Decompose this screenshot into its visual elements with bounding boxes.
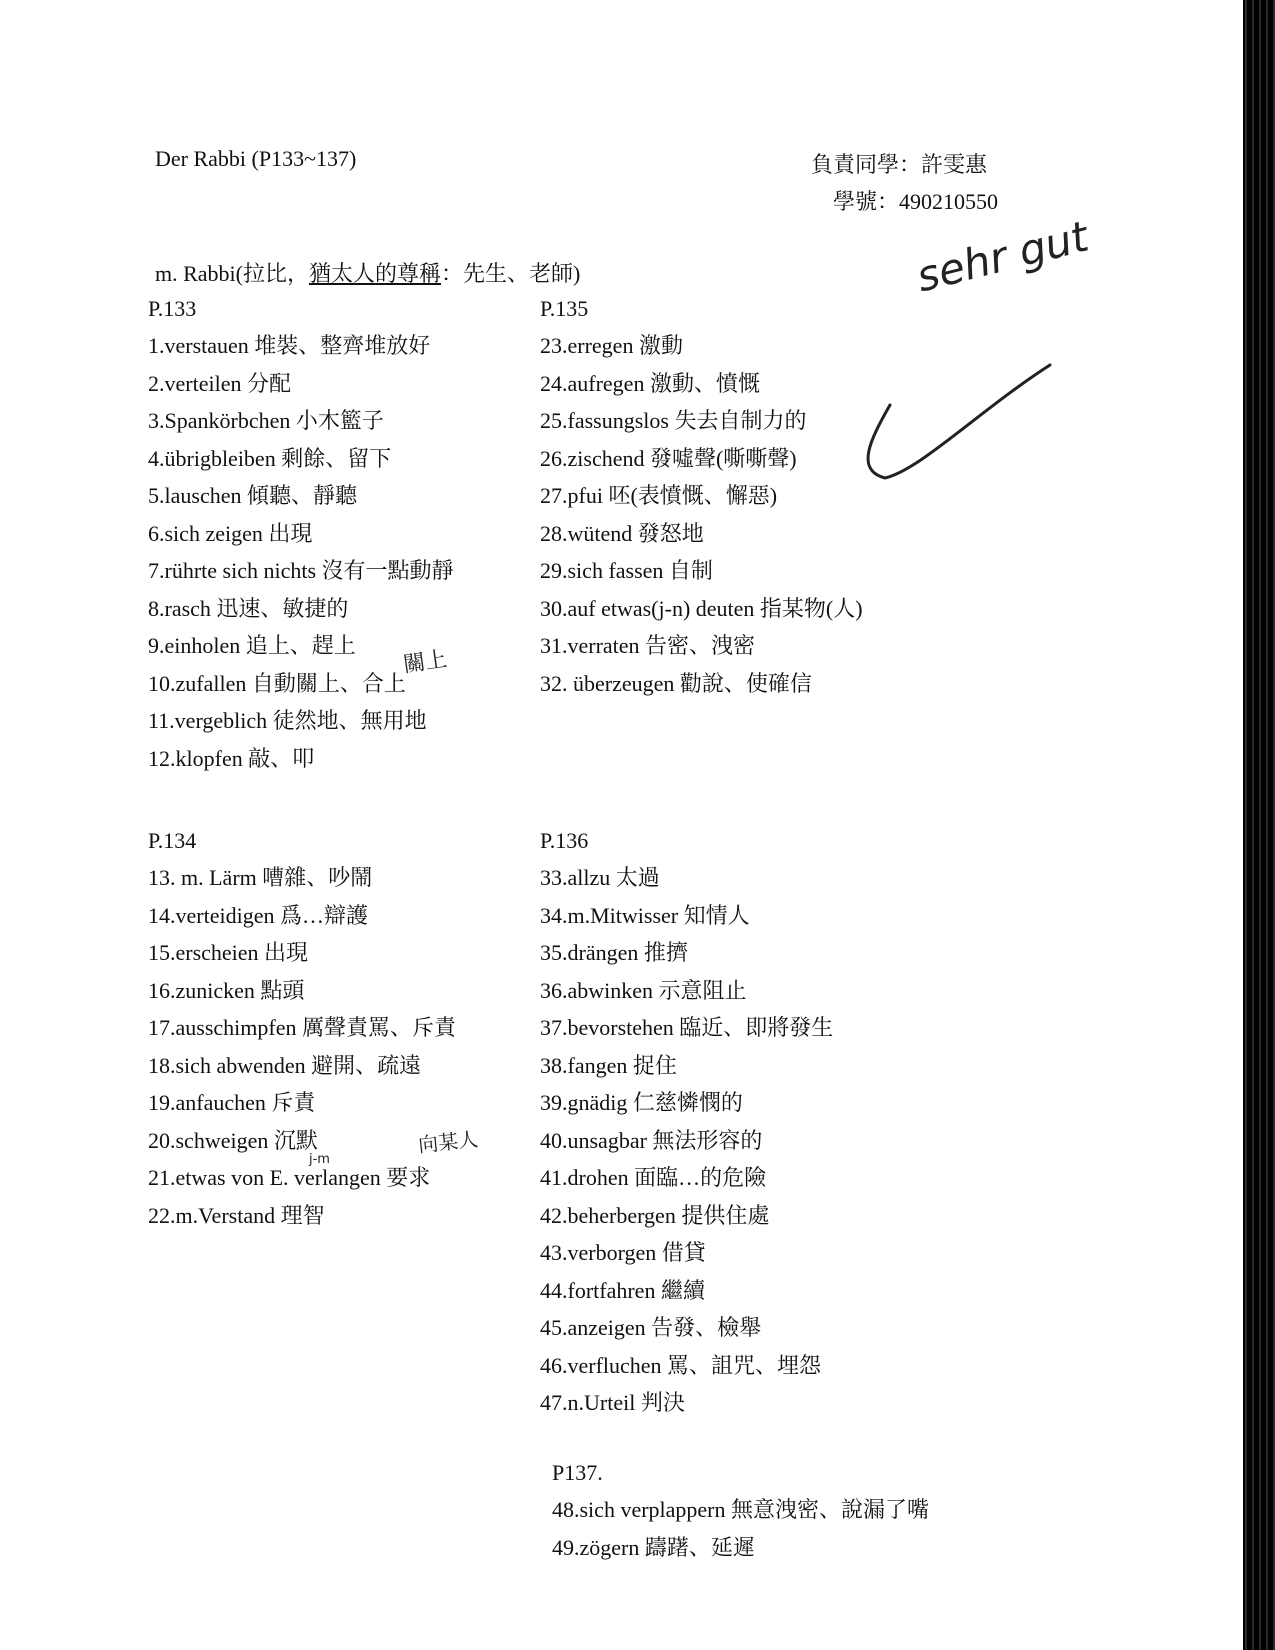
vocab-entry: 30.auf etwas(j-n) deuten 指某物(人) <box>540 595 863 621</box>
handwritten-note-21b: j-m <box>309 1152 330 1167</box>
handwritten-note-21: 向某人 <box>417 1126 480 1158</box>
handwritten-note-10: 關上 <box>401 647 449 678</box>
intro-line <box>155 257 580 288</box>
section-p136 <box>540 822 833 1422</box>
vocab-entry: 31.verraten 告密、洩密 <box>540 633 756 658</box>
vocab-entry: 49.zögern 躊躇、延遲 <box>552 1534 755 1560</box>
vocab-entry: 23.erregen 激動 <box>540 333 683 358</box>
vocab-entry: 1.verstauen 堆裝、整齊堆放好 <box>148 333 431 358</box>
vocab-entry: 2.verteilen 分配 <box>148 370 291 396</box>
vocab-entry: 17.ausschimpfen 厲聲責罵、斥責 <box>148 1015 456 1040</box>
responsible-student: 負責同學：許雯惠 <box>811 152 988 177</box>
vocab-entry: 6.sich zeigen 出現 <box>148 520 313 546</box>
vocab-entry: 26.zischend 發噓聲(嘶嘶聲) <box>540 445 797 471</box>
section-p133 <box>148 290 454 777</box>
vocab-entry: 3.Spankörbchen 小木籃子 <box>148 408 384 433</box>
vocab-entry: 34.m.Mitwisser 知情人 <box>540 902 750 928</box>
handwritten-comment: sehr gut <box>911 211 1094 302</box>
vocab-entry: 8.rasch 迅速、敏捷的 <box>148 595 349 621</box>
vocab-entry: 36.abwinken 示意阻止 <box>540 977 747 1003</box>
vocab-entry: 14.verteidigen 爲…辯護 <box>148 902 368 928</box>
vocab-entry: 38.fangen 捉住 <box>540 1052 677 1078</box>
vocab-entry: 4.übrigbleiben 剩餘、留下 <box>148 445 392 471</box>
vocab-entry: 42.beherbergen 提供住處 <box>540 1202 770 1228</box>
vocab-entry: 24.aufregen 激動、憤慨 <box>540 370 760 396</box>
vocab-entry: 44.fortfahren 繼續 <box>540 1277 705 1303</box>
vocab-entry: 20.schweigen 沉默 <box>148 1127 318 1153</box>
vocab-entry: 22.m.Verstand 理智 <box>148 1202 325 1228</box>
vocab-entry: 27.pfui 呸(表憤慨、懈惡) <box>540 483 778 508</box>
vocab-entry: 47.n.Urteil 判決 <box>540 1390 685 1415</box>
check-mark-icon <box>860 360 1060 500</box>
section-label: P.136 <box>540 828 589 853</box>
section-p137 <box>552 1454 929 1566</box>
vocab-entry: 28.wütend 發怒地 <box>540 520 704 546</box>
vocab-entry: 18.sich abwenden 避開、疏遠 <box>148 1052 422 1078</box>
document-title: Der Rabbi (P133~137) <box>155 146 357 171</box>
vocab-entry: 48.sich verplappern 無意洩密、說漏了嘴 <box>552 1497 929 1522</box>
vocab-entry: 7.rührte sich nichts 沒有一點動靜 <box>148 558 454 583</box>
intro-prefix: m. Rabbi(拉比， <box>155 261 309 286</box>
vocab-entry: 16.zunicken 點頭 <box>148 977 305 1003</box>
vocab-entry: 15.erscheien 出現 <box>148 940 309 965</box>
section-p135 <box>540 290 863 702</box>
section-p134 <box>148 822 456 1234</box>
vocab-entry: 37.bevorstehen 臨近、即將發生 <box>540 1015 834 1040</box>
section-label: P.133 <box>148 296 197 321</box>
vocab-entry: 12.klopfen 敲、叩 <box>148 745 315 771</box>
section-label: P.134 <box>148 828 197 853</box>
vocab-entry: 39.gnädig 仁慈憐憫的 <box>540 1090 743 1115</box>
vocab-entry: 9.einholen 追上、趕上 <box>148 633 356 658</box>
vocab-entry: 19.anfauchen 斥責 <box>148 1090 316 1115</box>
vocab-entry: 10.zufallen 自動關上、合上 <box>148 670 406 696</box>
vocab-entry: 5.lauschen 傾聽、靜聽 <box>148 483 357 508</box>
vocab-entry: 25.fassungslos 失去自制力的 <box>540 408 807 433</box>
scan-edge <box>1243 0 1275 1650</box>
student-info <box>811 146 998 220</box>
vocab-entry: 11.vergeblich 徒然地、無用地 <box>148 708 427 733</box>
vocab-entry: 32. überzeugen 勸說、使確信 <box>540 670 812 696</box>
vocab-entry: 13. m. Lärm 嘈雜、吵鬧 <box>148 865 373 890</box>
vocab-entry: 21.etwas von E. verlangen 要求 <box>148 1165 431 1190</box>
vocab-entry: 45.anzeigen 告發、檢舉 <box>540 1315 762 1340</box>
section-label: P137. <box>552 1460 603 1485</box>
vocab-entry: 41.drohen 面臨…的危險 <box>540 1165 767 1190</box>
student-id: 學號：490210550 <box>833 189 999 214</box>
vocab-entry: 29.sich fassen 自制 <box>540 558 713 583</box>
vocab-entry: 33.allzu 太過 <box>540 865 660 890</box>
intro-suffix: ：先生、老師) <box>441 261 581 286</box>
vocab-entry: 35.drängen 推擠 <box>540 940 688 965</box>
vocab-entry: 40.unsagbar 無法形容的 <box>540 1127 763 1153</box>
vocab-entry: 46.verfluchen 罵、詛咒、埋怨 <box>540 1352 822 1378</box>
section-label: P.135 <box>540 296 589 321</box>
vocab-entry: 43.verborgen 借貸 <box>540 1240 706 1265</box>
intro-underlined: 猶太人的尊稱 <box>309 261 442 286</box>
